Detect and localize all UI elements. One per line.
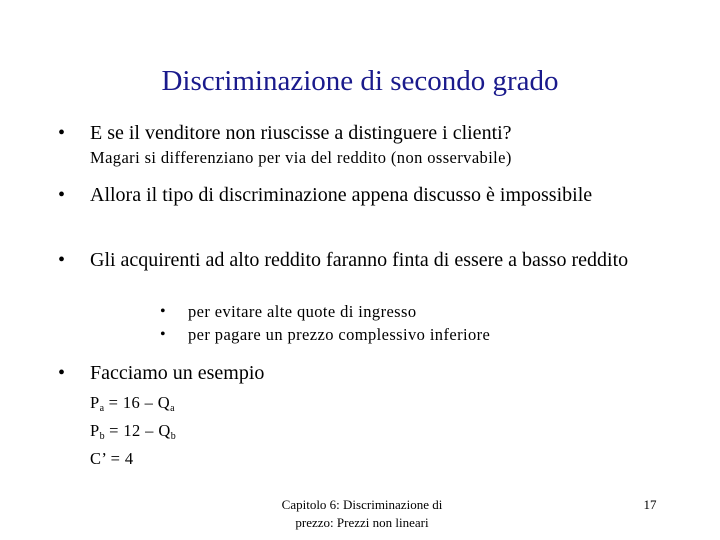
page-number: 17 — [643, 497, 657, 512]
eq-rhs: 4 — [124, 449, 134, 468]
bullet-marker: • — [58, 249, 66, 271]
eq-lhs: P — [90, 421, 100, 440]
bullet-note-1: Magari si differenziano per via del reddito (non osservabile) — [90, 148, 512, 167]
eq-rhs: 16 – Q — [122, 393, 171, 412]
sub-item-1: per evitare alte quote di ingresso — [188, 302, 417, 321]
eq-rhs: 12 – Q — [123, 421, 171, 440]
bullet-marker: • — [58, 122, 66, 144]
bullet-text-2: Allora il tipo di discriminazione appena discusso è impossibile — [90, 184, 593, 206]
bullet-marker: • — [58, 362, 66, 384]
bullet-marker: • — [58, 184, 66, 206]
footer-caption: Capitolo 6: Discriminazione di prezzo: Prezzi non lineari — [281, 497, 443, 530]
eq-equals: = — [108, 393, 119, 412]
eq-equals: = — [109, 421, 119, 440]
sub-bullet-marker: • — [160, 326, 166, 343]
eq-lhs-sub: b — [99, 431, 105, 442]
bullet-text-4: Facciamo un esempio — [90, 362, 265, 384]
eq-rhs-sub: b — [170, 431, 176, 442]
equation-demand-a — [90, 393, 175, 413]
sub-bullet-marker: • — [160, 303, 166, 320]
bullet-text-3: Gli acquirenti ad alto reddito faranno finta di essere a basso reddito — [90, 249, 629, 271]
eq-lhs-sub: a — [99, 403, 105, 414]
eq-lhs: P — [90, 393, 100, 412]
equation-demand-b — [90, 421, 176, 441]
eq-rhs-sub: a — [170, 403, 175, 414]
equation-marginal-cost — [90, 449, 134, 469]
eq-equals: = — [110, 449, 121, 468]
slide-title: Discriminazione di secondo grado — [161, 65, 559, 97]
bullet-text-1: E se il venditore non riuscisse a distinguere i clienti? — [90, 122, 512, 144]
sub-item-2: per pagare un prezzo complessivo inferiore — [188, 325, 491, 344]
eq-lhs: C’ — [90, 449, 107, 468]
